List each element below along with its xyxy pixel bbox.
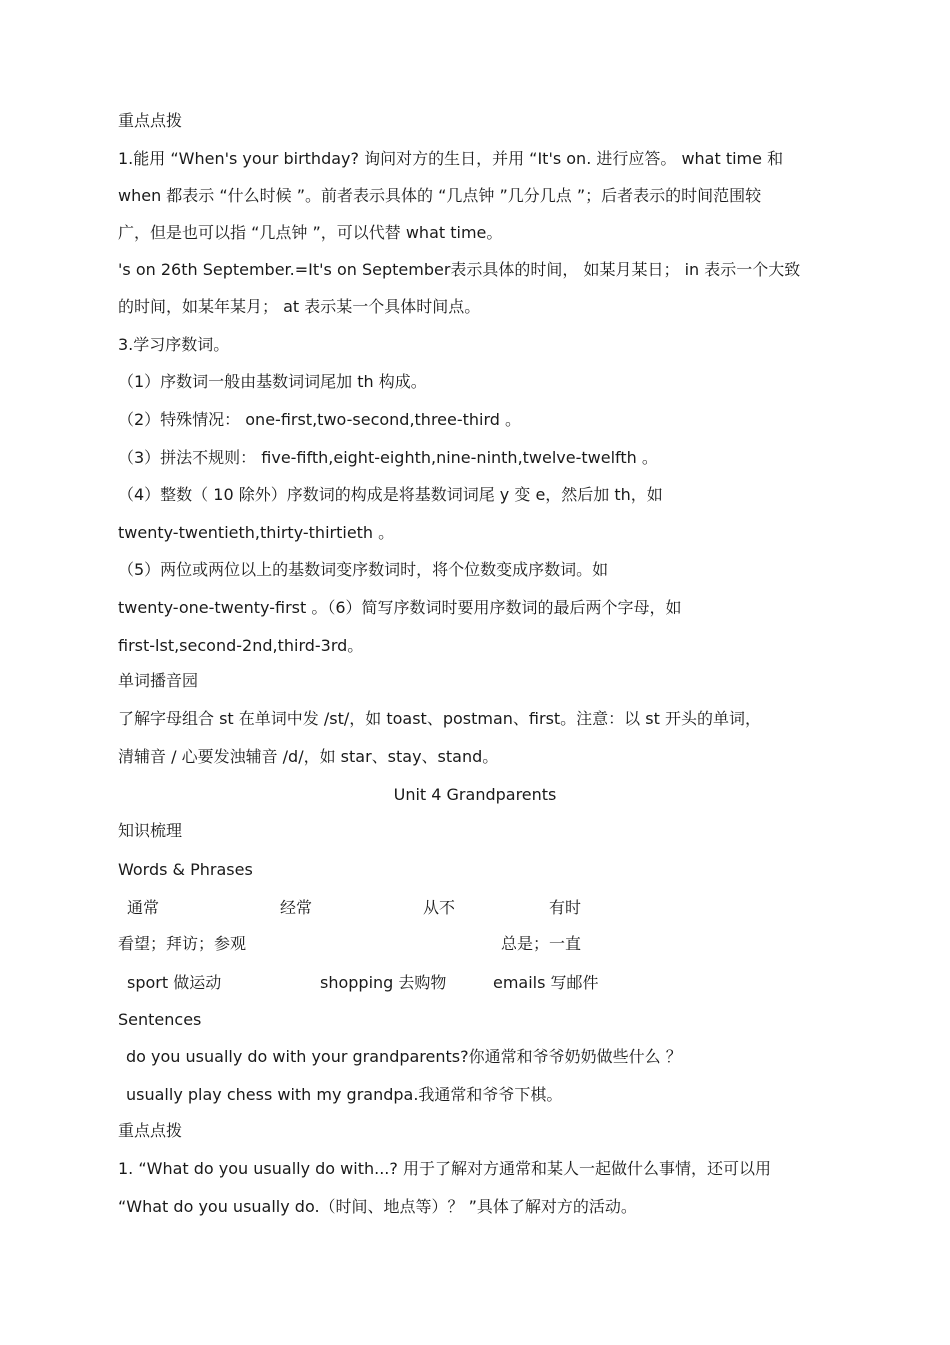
ordinal-rule-1: （1）序数词一般由基数词词尾加 th 构成。 <box>118 372 427 391</box>
ordinal-rule-4-line-1: （4）整数（ 10 除外）序数词的构成是将基数词词尾 y 变 e，然后加 th，如 <box>118 485 663 504</box>
unit4-key-points-heading: 重点点拨 <box>118 1121 183 1140</box>
vocab-visit: 看望；拜访；参观 <box>118 934 247 953</box>
sentences-heading: Sentences <box>118 1010 202 1029</box>
vocab-never: 从不 <box>423 898 456 917</box>
paragraph-2-line-2: 的时间，如某年某月； at 表示某一个具体时间点。 <box>118 297 481 316</box>
ordinal-rule-2: （2）特殊情况： one-first,two-second,three-third 。 <box>118 410 522 429</box>
unit4-key-point-1-line-1: 1. “What do you usually do with...? 用于了解对方通常和某人一起做什么事情，还可以用 <box>118 1159 771 1178</box>
phonics-line-2: 清辅音 / 心要发浊辅音 /d/，如 star、stay、stand。 <box>118 747 499 766</box>
sentence-2: usually play chess with my grandpa.我通常和爷爷下棋。 <box>126 1085 563 1104</box>
paragraph-2-line-1: 's on 26th September.=It's on September表示具体的时间， 如某月某日； in 表示一个大致 <box>118 260 801 279</box>
ordinal-rule-4-line-2: twenty-twentieth,thirty-thirtieth 。 <box>118 523 395 542</box>
words-phrases-heading: Words & Phrases <box>118 860 253 879</box>
vocab-sometimes: 有时 <box>549 898 582 917</box>
unit4-key-point-1-line-2: “What do you usually do.（时间、地点等）？ ”具体了解对方的活动。 <box>118 1197 637 1216</box>
ordinal-rule-5-line-1: （5）两位或两位以上的基数词变序数词时，将个位数变成序数词。如 <box>118 560 609 579</box>
phrase-go-shopping: shopping 去购物 <box>320 973 447 992</box>
knowledge-heading: 知识梳理 <box>118 821 183 840</box>
phrase-write-emails: emails 写邮件 <box>493 973 599 992</box>
ordinal-rule-5-line-3: first-lst,second-2nd,third-3rd。 <box>118 636 364 655</box>
unit-title: Unit 4 Grandparents <box>393 785 557 804</box>
sentence-1: do you usually do with your grandparents?你通常和爷爷奶奶做些什么 ？ <box>126 1047 682 1066</box>
paragraph-1-line-1: 1.能用 “When's your birthday? 询问对方的生日，并用 “It's on. 进行应答。 what time 和 <box>118 149 784 168</box>
paragraph-1-line-3: 广，但是也可以指 “几点钟 ”，可以代替 what time。 <box>118 223 503 242</box>
ordinal-rule-3: （3）拼法不规则： five-fifth,eight-eighth,nine-ninth,twelve-twelfth 。 <box>118 448 658 467</box>
ordinal-rule-5-line-2: twenty-one-twenty-first 。（6）简写序数词时要用序数词的最后两个字母，如 <box>118 598 682 617</box>
vocab-often: 经常 <box>280 898 313 917</box>
vocab-always: 总是；一直 <box>501 934 582 953</box>
section-heading-key-points: 重点点拨 <box>118 111 183 130</box>
phrase-do-sport: sport 做运动 <box>127 973 222 992</box>
vocab-usually: 通常 <box>127 898 160 917</box>
paragraph-3: 3.学习序数词。 <box>118 335 230 354</box>
phonics-line-1: 了解字母组合 st 在单词中发 /st/，如 toast、postman、first。注意：以 st 开头的单词， <box>118 709 761 728</box>
phonics-heading: 单词播音园 <box>118 671 199 690</box>
paragraph-1-line-2: when 都表示 “什么时候 ”。前者表示具体的 “几点钟 ”几分几点 ”；后者表示的时间范围较 <box>118 186 762 205</box>
